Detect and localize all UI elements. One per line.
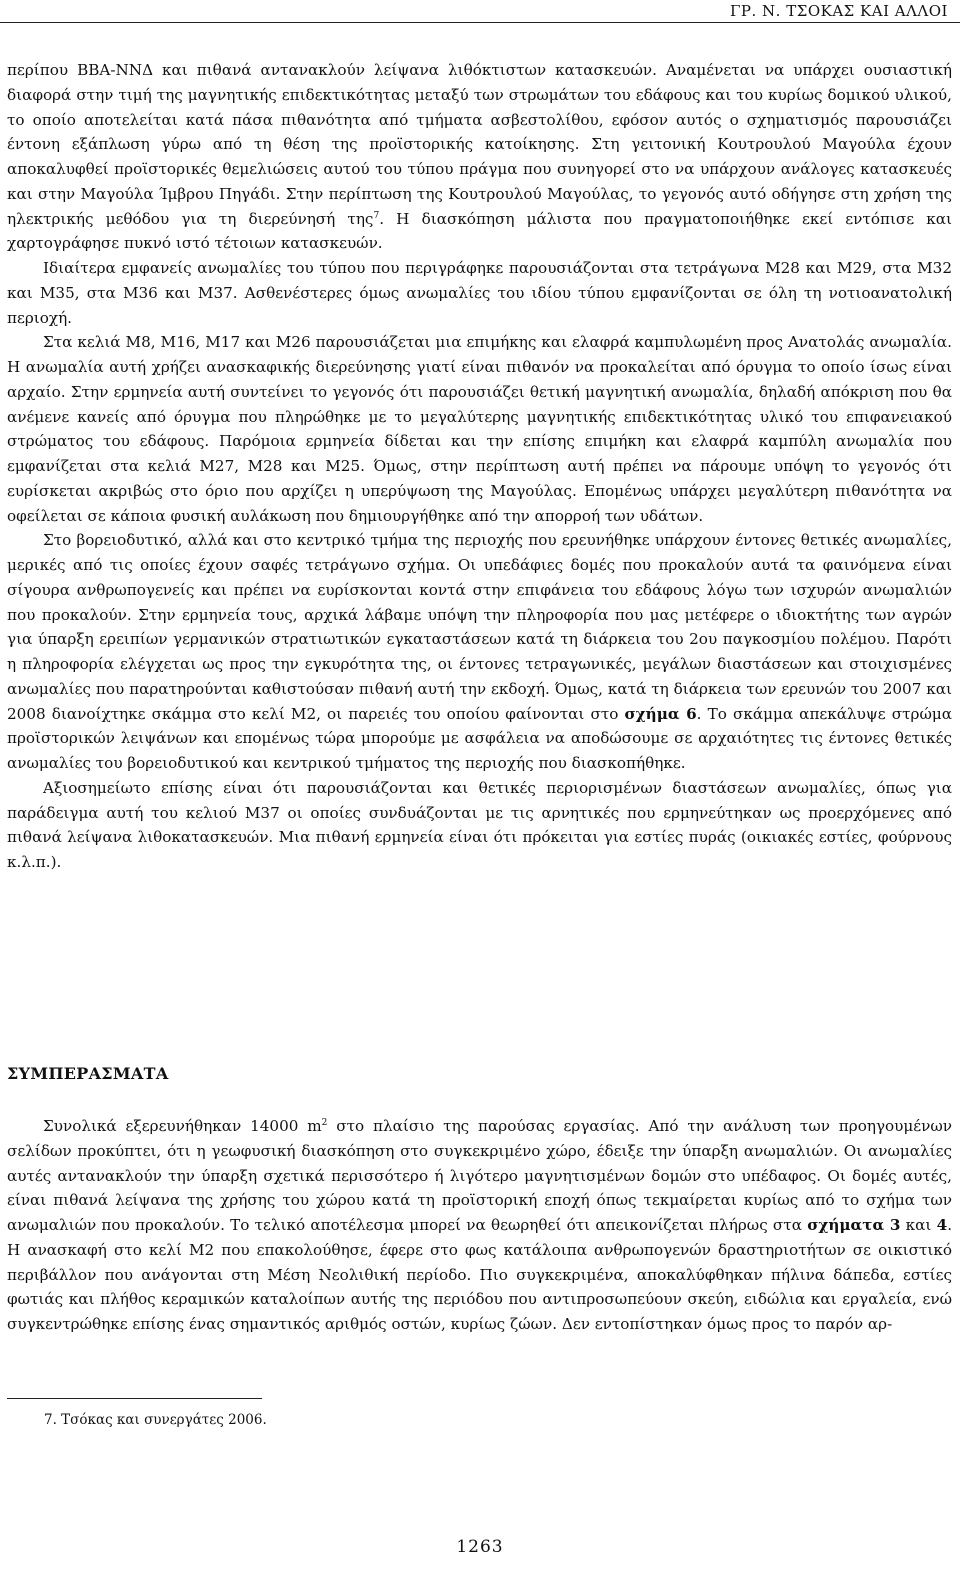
running-head: ΓΡ. Ν. ΤΣΟΚΑΣ ΚΑΙ ΑΛΛΟΙ: [730, 2, 948, 20]
paragraph-text: Στο βορειοδυτικό, αλλά και στο κεντρικό τμήμα της περιοχής που ερευνήθηκε υπάρχουν έντονες θετικές ανωμαλίες, μερικές από τις οποίες έχουν σαφές τετράγωνο σχήμα. Οι υπεδάφιες δομές που προκαλούν αυτά τα φαινόμενα είναι σίγουρα ανθρωπογενείς και πρέπει να ευρίσκονται κοντά στην επιφάνεια του εδάφους λόγω των ισχυρών ανωμαλιών που προκαλούν. Στην ερμηνεία τους, αρχικά λάβαμε υπόψη την πληροφορία που μας μετέφερε ο ιδιοκτήτης των αγρών για ύπαρξη ερειπίων γερμανικών στρατιωτικών εγκαταστάσεων κατά τη διάρκεια του 2ου παγκοσμίου πολέμου. Παρότι η πληροφορία ελέγχεται ως προς την εγκυρότητα της, οι έντονες τετραγωνικές, μεγάλων διαστάσεων και στοιχισμένες ανωμαλίες που παρατηρούνται καθιστούσαν πιθανή αυτή την εκδοχή. Όμως, κατά τη διάρκεια των ερευνών του 2007 και 2008 διανοίχτηκε σκάμμα στο κελί Μ2, οι παρειές του οποίου φαίνονται στο: [7, 531, 952, 723]
section-heading: ΣΥΜΠΕΡΑΣΜΑΤΑ: [7, 1064, 169, 1083]
footnote-rule: [7, 1398, 262, 1399]
footnote-ref[interactable]: 7: [373, 210, 380, 221]
paragraph-text: και: [900, 1216, 937, 1234]
paragraph-text: Συνολικά εξερευνήθηκαν 14000 m: [43, 1117, 322, 1135]
paragraph-2: Ιδιαίτερα εμφανείς ανωμαλίες του τύπου που περιγράφηκε παρουσιάζονται στα τετράγωνα Μ28 και Μ29, στα Μ32 και Μ35, στα Μ36 και Μ37. Ασθενέστερες όμως ανωμαλίες του ιδίου τύπου εμφανίζονται σε όλη τη νοτιοανατολική περιοχή.: [7, 259, 952, 327]
figure-reference: σχήματα 3: [807, 1216, 901, 1234]
paragraph-text: στο πλαίσιο της παρούσας εργασίας. Από την ανάλυση των προηγουμένων σελίδων προκύπτει, ότι η γεωφυσική διασκόπηση στο συγκεκριμένο χώρο, έδειξε την ύπαρξη ανωμαλιών. Οι ανωμαλίες αυτές αντανακλούν την ύπαρξη σχετικά περισσότερο ή λιγότερο μαγνητισμένων δομών στο υπέδαφος. Οι δομές αυτές, είναι πιθανά λείψανα της χρήσης του χώρου κατά τη προϊστορική εποχή όπως τεκμαίρεται κυρίως από το σχήμα των ανωμαλιών που προκαλούν. Το τελικό αποτέλεσμα μπορεί να θεωρηθεί ότι απεικονίζεται πλήρως στα: [7, 1117, 952, 1234]
figure-reference: σχήμα 6: [624, 704, 697, 723]
paragraph-text: . Το σκάμμα απεκάλυψε στρώμα προϊστορικών λειψάνων και επομένως τώρα μπορούμε με ασφάλεια να αποδώσουμε σε αρχαιότητες τις έντονες θετικές ανωμαλίες του βορειοδυτικού και κεντρικού τμήματος της περιοχής που διασκοπήθηκε.: [7, 704, 952, 772]
paragraph-text: . Η ανασκαφή στο κελί Μ2 που επακολούθησε, έφερε στο φως κατάλοιπα ανθρωπογενών δραστηριοτήτων σε οικιστικό περιβάλλον που ανάγονται στη Μέση Νεολιθική περίοδο. Πιο συγκεκριμένα, αποκαλύφθηκαν πήλινα δάπεδα, εστίες φωτιάς και πλήθος κεραμικών καταλοίπων αυτής της περιόδου που αντιπροσωπεύουν σκεύη, ειδώλια και εργαλεία, ενώ συγκεντρώθηκε επίσης ένας σημαντικός αριθμός οστών, κυρίως ζώων. Δεν εντοπίστηκαν όμως προς το παρόν αρ-: [7, 1216, 953, 1333]
paragraph-text: . Η διασκόπηση μάλιστα που πραγματοποιήθηκε εκεί εντόπισε και χαρτογράφησε πυκνό ιστό τέτοιων κατασκευών.: [7, 209, 952, 253]
paragraph-5: Αξιοσημείωτο επίσης είναι ότι παρουσιάζονται και θετικές περιορισμένων διαστάσεων ανωμαλίες, όπως για παράδειγμα αυτή του κελιού Μ37 οι οποίες συνδυάζονται με τις αρνητικές που ερμηνεύτηκαν ως προερχόμενες από πιθανά λείψανα λιθοκατασκευών. Μια πιθανή ερμηνεία είναι ότι πρόκειται για εστίες πυράς (οικιακές εστίες, φούρνους κ.λ.π.).: [7, 778, 952, 871]
superscript: 2: [321, 1117, 328, 1128]
paragraph-text: περίπου BBA-NNΔ και πιθανά αντανακλούν λείψανα λιθόκτιστων κατασκευών. Αναμένεται να υπάρχει ουσιαστική διαφορά στην τιμή της μαγνητικής επιδεκτικότητας μεταξύ των στρωμάτων του εδάφους και του κυρίως δομικού υλικού, το οποίο αποτελείται κατά πάσα πιθανότητα από τμήματα ασβεστολίθου, εφόσον αυτός ο σχηματισμός παρουσιάζει έντονη εξάπλωση γύρω από τη θέση της προϊστορικής κατοίκησης. Στη γειτονική Κουτρουλού Μαγούλα έχουν αποκαλυφθεί προϊστορικές θεμελιώσεις αυτού του τύπου πράγμα που συνηγορεί στο να υπάρχουν ανάλογες κατασκευές και στην Μαγούλα Ίμβρου Πηγάδι. Στην περίπτωση της Κουτρουλού Μαγούλας, το γεγονός αυτό οδήγησε στη χρήση της ηλεκτρικής μεθόδου για τη διερεύνησή της: [7, 61, 952, 228]
paragraph-4: [7, 528, 952, 776]
page-header: [0, 0, 960, 22]
conclusions-text: [7, 1114, 952, 1337]
paragraph-3: Στα κελιά Μ8, Μ16, Μ17 και Μ26 παρουσιάζεται μια επιμήκης και ελαφρά καμπυλωμένη προς Ανατολάς ανωμαλία. Η ανωμαλία αυτή χρήζει ανασκαφικής διερεύνησης γιατί είναι πιθανόν να προκαλείται από όρυγμα το οποίο ίσως είναι αρχαίο. Στην ερμηνεία αυτή συντείνει το γεγονός ότι παρουσιάζει θετική μαγνητική ανωμαλία, δηλαδή απόκριση που θα ανέμενε κανείς από όρυγμα που πληρώθηκε με το μεγαλύτερης μαγνητικής επιδεκτικότητας υλικό του επιφανειακού στρώματος του εδάφους. Παρόμοια ερμηνεία δίδεται και την επίσης επιμήκη και ελαφρά καμπύλη ανωμαλία που εμφανίζεται στα κελιά Μ27, Μ28 και Μ25. Όμως, στην περίπτωση αυτή πρέπει να πάρουμε υπόψη το γεγονός ότι ευρίσκεται ακριβώς στο όριο που αρχίζει η υπερύψωση της Μαγούλας. Επομένως υπάρχει μεγαλύτερη πιθανότητα να οφείλεται σε κάποια φυσική αυλάκωση που δημιουργήθηκε από την απορροή των υδάτων.: [7, 333, 952, 525]
paragraph-1: [7, 58, 952, 256]
figure-reference: 4: [936, 1216, 948, 1234]
main-text: [7, 58, 952, 875]
footnote: 7. Τσόκας και συνεργάτες 2006.: [44, 1412, 267, 1428]
conclusions-paragraph: [7, 1114, 952, 1337]
header-rule: [0, 22, 960, 23]
page-number: 1263: [456, 1537, 504, 1557]
